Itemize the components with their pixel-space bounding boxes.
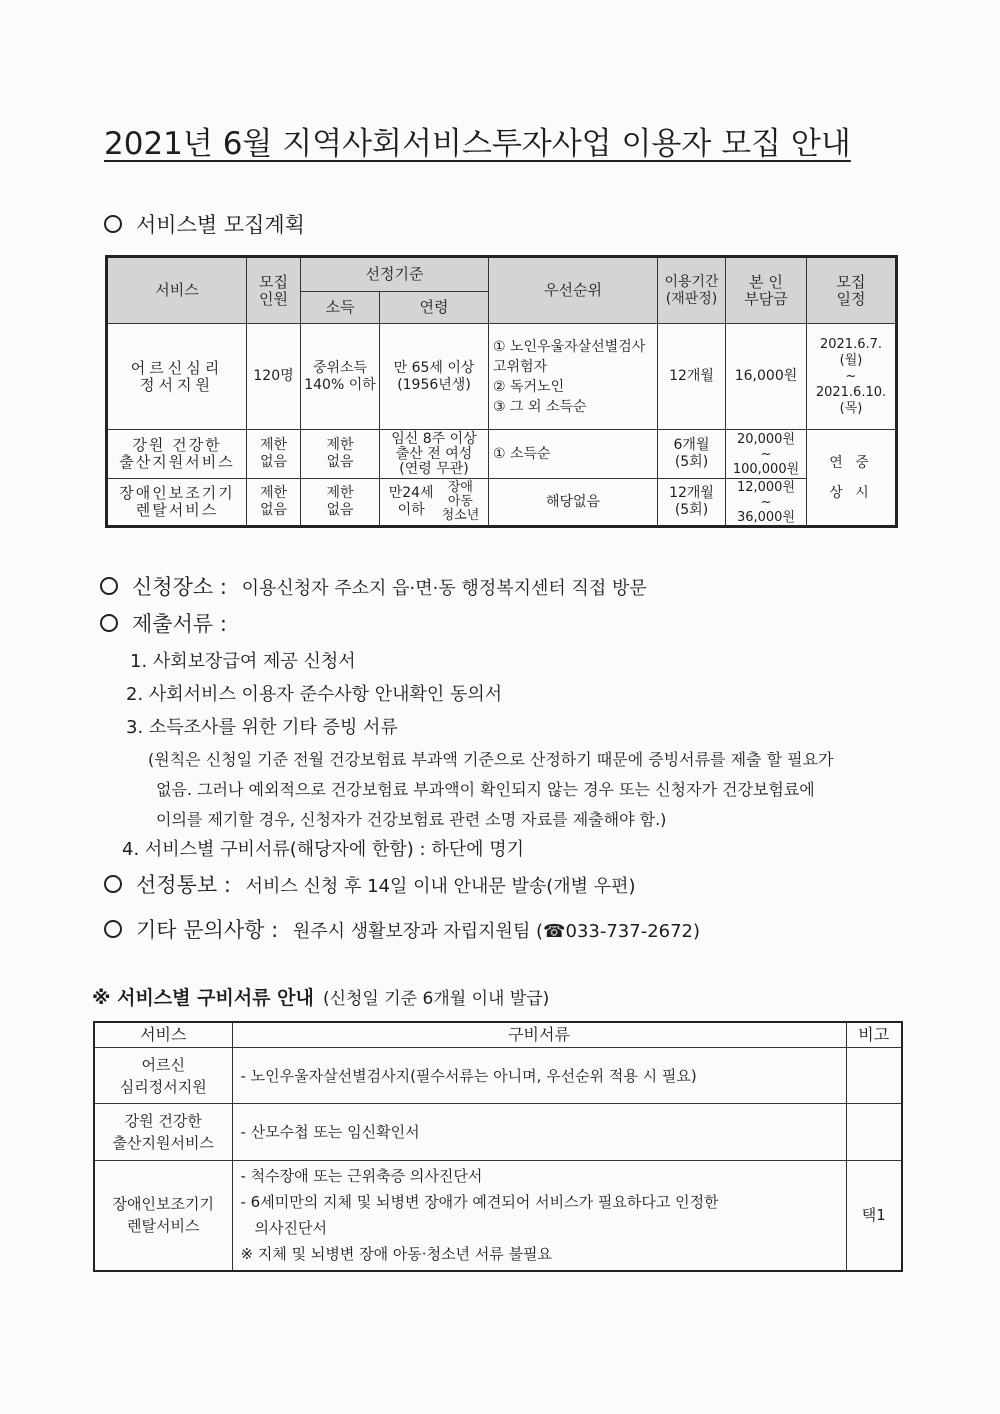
cell-service: 강원 건강한 출산지원서비스 bbox=[94, 1104, 232, 1161]
list-item: 1. 사회보장급여 제공 신청서 bbox=[130, 651, 356, 672]
header-count: 모집 인원 bbox=[247, 257, 301, 324]
table-row bbox=[94, 1048, 902, 1104]
table-row bbox=[107, 430, 897, 479]
doc-line: 의사진단서 bbox=[254, 1219, 327, 1238]
header-age: 연령 bbox=[380, 292, 489, 324]
header-service: 서비스 bbox=[107, 257, 247, 324]
cell-service: 어르신 심리정서지원 bbox=[94, 1048, 232, 1104]
list-item: 3. 소득조사를 위한 기타 증빙 서류 bbox=[126, 717, 398, 738]
header-docs: 구비서류 bbox=[232, 1022, 846, 1048]
cell-age bbox=[380, 479, 489, 527]
header-priority: 우선순위 bbox=[489, 257, 658, 324]
documents-heading bbox=[100, 611, 227, 637]
table-row bbox=[107, 324, 897, 430]
page-title: 2021년 6월 지역사회서비스투자사업 이용자 모집 안내 bbox=[104, 126, 851, 162]
cell-income: 제한 없음 bbox=[301, 430, 380, 479]
selection-notice bbox=[104, 872, 636, 900]
doc-note-line: 이의를 제기할 경우, 신청자가 건강보험료 관련 소명 자료를 제출해야 함.) bbox=[156, 810, 667, 829]
header-income: 소득 bbox=[301, 292, 380, 324]
docs-section-title bbox=[92, 983, 549, 1010]
notice-label: 선정통보 : bbox=[136, 873, 231, 897]
header-fee: 본 인 부담금 bbox=[726, 257, 807, 324]
notice-value: 서비스 신청 후 14일 이내 안내문 발송(개별 우편) bbox=[245, 876, 636, 897]
cell-docs: - 노인우울자살선별검사지(필수서류는 아니며, 우선순위 적용 시 필요) bbox=[232, 1048, 846, 1104]
list-item: 2. 사회서비스 이용자 준수사항 안내확인 동의서 bbox=[126, 684, 503, 705]
table-row bbox=[94, 1104, 902, 1161]
circle-bullet-icon bbox=[104, 215, 122, 233]
circle-bullet-icon bbox=[104, 875, 122, 893]
cell-priority: ① 노인우울자살선별검사 고위험자 ② 독거노인 ③ 그 외 소득순 bbox=[489, 324, 658, 430]
cell-service: 장애인보조기기 렌탈서비스 bbox=[107, 479, 247, 527]
table-row bbox=[94, 1161, 902, 1271]
doc-line: ※ 지체 및 뇌병변 장애 아동·청소년 서류 불필요 bbox=[240, 1245, 553, 1264]
cell-period: 12개월 (5회) bbox=[658, 479, 726, 527]
age-limit: 만24세 이하 bbox=[388, 485, 434, 518]
header-criteria: 선정기준 bbox=[301, 257, 489, 292]
cell-period: 12개월 bbox=[658, 324, 726, 430]
cell-period: 6개월 (5회) bbox=[658, 430, 726, 479]
recruitment-plan-table bbox=[105, 255, 898, 528]
cell-schedule: 연 중 상 시 bbox=[807, 430, 897, 527]
cell-fee: 12,000원 ~ 36,000원 bbox=[726, 479, 807, 527]
list-item: 4. 서비스별 구비서류(해당자에 한함) : 하단에 명기 bbox=[122, 839, 524, 860]
cell-note: 택1 bbox=[846, 1161, 902, 1271]
cell-fee: 20,000원 ~ 100,000원 bbox=[726, 430, 807, 479]
section-plan bbox=[104, 212, 305, 238]
header-schedule: 모집 일정 bbox=[807, 257, 897, 324]
circle-bullet-icon bbox=[100, 577, 118, 595]
cell-service: 어르신심리 정서지원 bbox=[107, 324, 247, 430]
apply-place-value: 이용신청자 주소지 읍·면·동 행정복지센터 직접 방문 bbox=[241, 578, 647, 599]
age-target: 장애 아동 청소년 bbox=[441, 480, 480, 523]
cell-count: 120명 bbox=[247, 324, 301, 430]
header-service: 서비스 bbox=[94, 1022, 232, 1048]
cell-docs: - 산모수첩 또는 임신확인서 bbox=[232, 1104, 846, 1161]
inquiry-label: 기타 문의사항 : bbox=[136, 918, 279, 942]
inquiry bbox=[104, 917, 700, 945]
table-row bbox=[107, 479, 897, 527]
docs-title: ※ 서비스별 구비서류 안내 bbox=[92, 987, 314, 1009]
cell-note bbox=[846, 1048, 902, 1104]
apply-place-label: 신청장소 : bbox=[132, 575, 227, 599]
cell-docs bbox=[232, 1161, 846, 1271]
cell-income: 제한 없음 bbox=[301, 479, 380, 527]
cell-income: 중위소득 140% 이하 bbox=[301, 324, 380, 430]
header-period: 이용기간 (재판정) bbox=[658, 257, 726, 324]
doc-line: - 6세미만의 지체 및 뇌병변 장애가 예견되어 서비스가 필요하다고 인정한 bbox=[240, 1193, 719, 1212]
cell-schedule: 2021.6.7. (월) ~ 2021.6.10. (목) bbox=[807, 324, 897, 430]
required-documents-table bbox=[93, 1021, 903, 1272]
cell-age: 임신 8주 이상 출산 전 여성 (연령 무관) bbox=[380, 430, 489, 479]
header-note: 비고 bbox=[846, 1022, 902, 1048]
circle-bullet-icon bbox=[104, 920, 122, 938]
cell-service: 장애인보조기기 렌탈서비스 bbox=[94, 1161, 232, 1271]
documents-label: 제출서류 : bbox=[132, 612, 227, 636]
cell-count: 제한 없음 bbox=[247, 430, 301, 479]
cell-age: 만 65세 이상 (1956년생) bbox=[380, 324, 489, 430]
docs-title-note: (신청일 기준 6개월 이내 발급) bbox=[322, 989, 550, 1009]
inquiry-value: 원주시 생활보장과 자립지원팀 (☎033-737-2672) bbox=[292, 921, 701, 942]
cell-count: 제한 없음 bbox=[247, 479, 301, 527]
cell-fee: 16,000원 bbox=[726, 324, 807, 430]
cell-priority: ① 소득순 bbox=[489, 430, 658, 479]
doc-note-line: (원칙은 신청일 기준 전월 건강보험료 부과액 기준으로 산정하기 때문에 증빙서류를 제출 할 필요가 bbox=[148, 750, 834, 769]
circle-bullet-icon bbox=[100, 614, 118, 632]
section-plan-label: 서비스별 모집계획 bbox=[136, 213, 305, 237]
cell-service: 강원 건강한 출산지원서비스 bbox=[107, 430, 247, 479]
apply-place bbox=[100, 574, 647, 602]
cell-priority: 해당없음 bbox=[489, 479, 658, 527]
doc-note-line: 없음. 그러나 예외적으로 건강보험료 부과액이 확인되지 않는 경우 또는 신청자가 건강보험료에 bbox=[156, 780, 815, 799]
cell-note bbox=[846, 1104, 902, 1161]
doc-line: - 척수장애 또는 근위축증 의사진단서 bbox=[240, 1167, 483, 1186]
